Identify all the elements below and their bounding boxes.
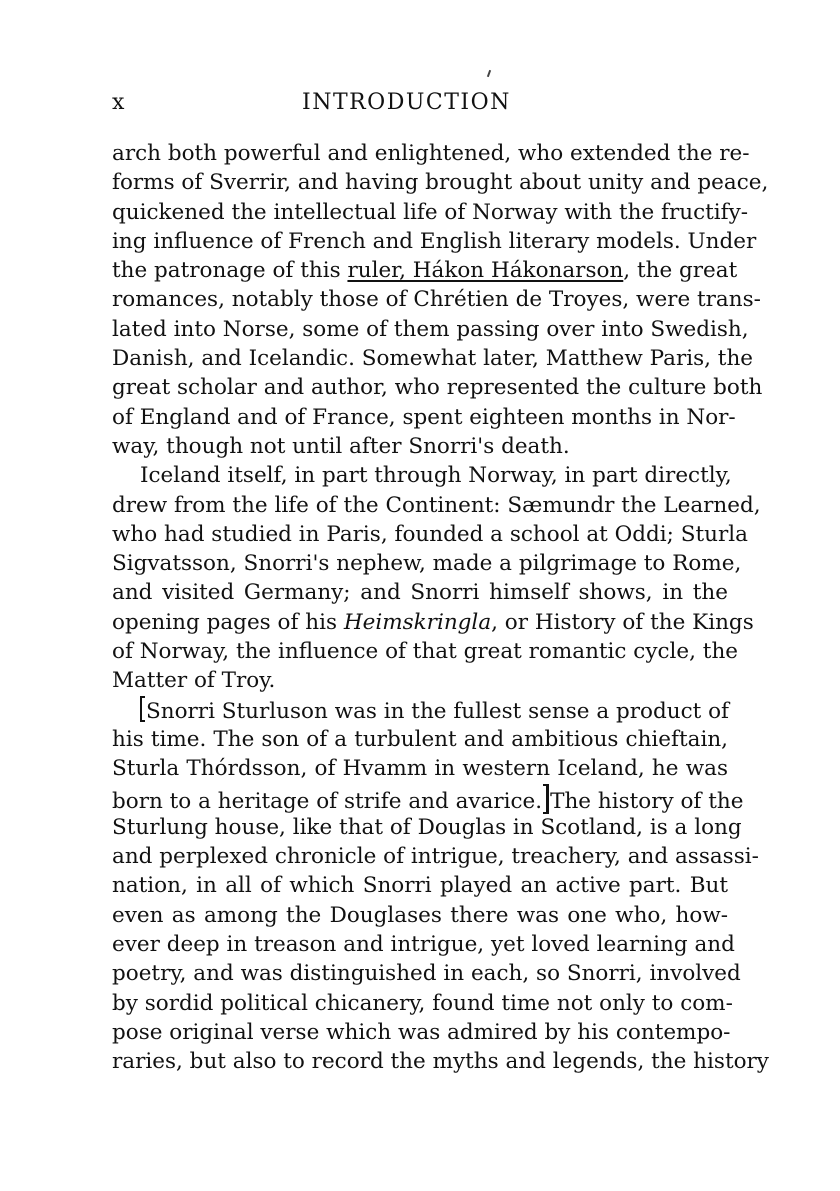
- ink-speck: [487, 70, 491, 77]
- body-text: [112, 139, 769, 1077]
- close-bracket-mark: [543, 784, 549, 814]
- italic-title: Heimskringla: [343, 609, 492, 635]
- page-number: x: [112, 90, 126, 115]
- paragraph-1: [112, 139, 769, 461]
- text-line: and perplexed chronicle of intrigue, treachery, and assassi-: [112, 844, 759, 870]
- text-fragment: , the great: [623, 258, 738, 284]
- text-line: way, though not until after Snorri's death.: [112, 433, 570, 459]
- text-line: [112, 608, 754, 637]
- text-line: and visited Germany; and Snorri himself shows, in the: [112, 580, 728, 606]
- text-line: ever deep in treason and intrigue, yet loved learning and: [112, 932, 735, 958]
- text-fragment: The history of the: [550, 788, 744, 814]
- text-line: drew from the life of the Continent: Sæmundr the Learned,: [112, 492, 761, 518]
- text-line: ing influence of French and English literary models. Under: [112, 228, 757, 254]
- text-line: romances, notably those of Chrétien de Troyes, were trans-: [112, 287, 761, 313]
- text-line: Matter of Troy.: [112, 668, 276, 694]
- text-line: by sordid political chicanery, found time not only to com-: [112, 990, 733, 1016]
- text-line: Sturlung house, like that of Douglas in Scotland, is a long: [112, 814, 742, 840]
- text-line: [112, 256, 738, 285]
- text-line: raries, but also to record the myths and legends, the history: [112, 1049, 769, 1075]
- text-line: forms of Sverrir, and having brought about unity and peace,: [112, 170, 769, 196]
- text-line: [112, 696, 728, 725]
- text-line: [112, 784, 744, 814]
- text-line: Sigvatsson, Snorri's nephew, made a pilgrimage to Rome,: [112, 551, 742, 577]
- text-line: arch both powerful and enlightened, who extended the re-: [112, 141, 750, 166]
- page-header: [112, 90, 728, 124]
- text-fragment: Snorri Sturluson was in the fullest sense a product of: [146, 698, 729, 724]
- text-fragment: opening pages of his: [112, 609, 344, 635]
- text-line: even as among the Douglases there was one who, how-: [112, 902, 728, 928]
- paragraph-2: [112, 461, 761, 695]
- text-line: lated into Norse, some of them passing over into Swedish,: [112, 316, 749, 342]
- underlined-name: ruler, Hákon Hákonarson: [347, 258, 624, 284]
- text-line: his time. The son of a turbulent and ambitious chieftain,: [112, 726, 728, 752]
- text-fragment: born to a heritage of strife and avarice.: [112, 788, 543, 814]
- text-line: of Norway, the influence of that great romantic cycle, the: [112, 639, 739, 665]
- text-fragment: , or History of the Kings: [491, 609, 754, 635]
- text-line: who had studied in Paris, founded a school at Oddi; Sturla: [112, 521, 748, 547]
- text-line: poetry, and was distinguished in each, so Snorri, involved: [112, 961, 741, 987]
- text-line: quickened the intellectual life of Norway with the fructify-: [112, 199, 749, 225]
- text-line: Danish, and Icelandic. Somewhat later, Matthew Paris, the: [112, 346, 754, 372]
- open-bracket-mark: [140, 696, 145, 722]
- text-line: great scholar and author, who represented the culture both: [112, 375, 763, 401]
- paragraph-3: [112, 696, 769, 1077]
- running-title: INTRODUCTION: [302, 90, 511, 115]
- text-line: pose original verse which was admired by his contempo-: [112, 1019, 731, 1045]
- text-line: Sturla Thórdsson, of Hvamm in western Iceland, he was: [112, 756, 728, 782]
- text-line: Iceland itself, in part through Norway, in part directly,: [140, 463, 732, 489]
- text-line: of England and of France, spent eighteen months in Nor-: [112, 404, 736, 430]
- text-fragment: the patronage of this: [112, 258, 348, 284]
- text-line: nation, in all of which Snorri played an active part. But: [112, 873, 728, 899]
